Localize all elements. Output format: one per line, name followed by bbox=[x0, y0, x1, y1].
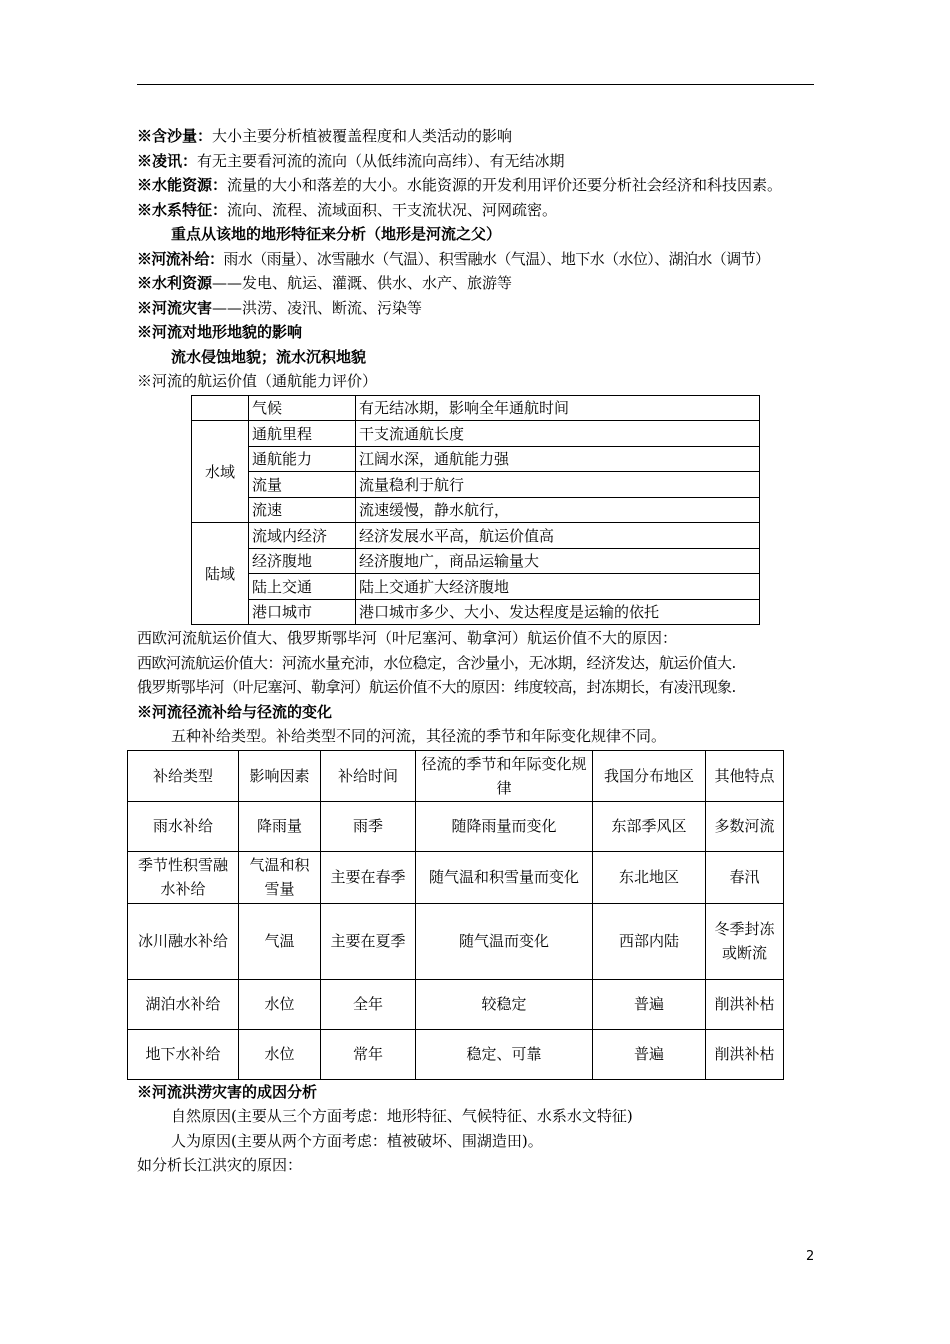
navigation-title: ※河流的航运价值（通航能力评价） bbox=[137, 372, 378, 390]
runoff-supply-table bbox=[127, 750, 784, 1080]
table-cell: 江阔水深，通航能力强 bbox=[356, 446, 760, 472]
table-row bbox=[192, 446, 760, 472]
document-body bbox=[137, 124, 814, 1178]
table-row bbox=[192, 421, 760, 447]
table-cell: 春汛 bbox=[706, 851, 784, 903]
table-cell: 季节性积雪融水补给 bbox=[128, 851, 239, 903]
table-cell: 水位 bbox=[239, 979, 321, 1029]
table-cell: 全年 bbox=[321, 979, 416, 1029]
table-cell: 削洪补枯 bbox=[706, 1029, 784, 1079]
table-cell: 气温 bbox=[239, 903, 321, 979]
table-cell: 随气温和积雪量而变化 bbox=[416, 851, 593, 903]
table-cell: 东部季风区 bbox=[593, 801, 706, 851]
table-cell: 主要在夏季 bbox=[321, 903, 416, 979]
table-cell: 通航能力 bbox=[249, 446, 356, 472]
table-cell: 气温和积雪量 bbox=[239, 851, 321, 903]
table-cell: 西部内陆 bbox=[593, 903, 706, 979]
reason-western-europe: 西欧河流航运价值大：河流水量充沛，水位稳定，含沙量小，无冰期，经济发达，航运价值大. bbox=[137, 653, 736, 672]
table-cell: 通航里程 bbox=[249, 421, 356, 447]
column-header: 补给时间 bbox=[321, 750, 416, 801]
table-row bbox=[128, 851, 784, 903]
flood-heading: ※河流洪涝灾害的成因分析 bbox=[137, 1082, 318, 1101]
table-cell: 干支流通航长度 bbox=[356, 421, 760, 447]
table-row bbox=[192, 548, 760, 574]
table-cell: 雨季 bbox=[321, 801, 416, 851]
table-header-row bbox=[128, 750, 784, 801]
reason-russia: 俄罗斯鄂毕河（叶尼塞河、勒拿河）航运价值不大的原因：纬度较高，封冻期长，有凌汛现象. bbox=[137, 678, 736, 696]
line-landform-impact: ※河流对地形地貌的影响 bbox=[137, 323, 303, 341]
table-cell: 地下水补给 bbox=[128, 1029, 239, 1079]
table-cell: 雨水补给 bbox=[128, 801, 239, 851]
supply-heading: ※河流径流补给与径流的变化 bbox=[137, 702, 333, 721]
table-cell: 陆上交通扩大经济腹地 bbox=[356, 574, 760, 600]
line-terrain-note: 重点从该地的地形特征来分析（地形是河流之父） bbox=[171, 225, 502, 243]
yangtze-flood-line: 如分析长江洪灾的原因： bbox=[137, 1156, 303, 1174]
table-cell: 主要在春季 bbox=[321, 851, 416, 903]
table-cell: 常年 bbox=[321, 1029, 416, 1079]
table-cell: 随降雨量而变化 bbox=[416, 801, 593, 851]
table-cell: 较稳定 bbox=[416, 979, 593, 1029]
table-cell: 削洪补枯 bbox=[706, 979, 784, 1029]
table-cell: 陆上交通 bbox=[249, 574, 356, 600]
line-river-disasters: ※河流灾害——洪涝、凌汛、断流、污染等 bbox=[137, 298, 423, 317]
table-cell: 多数河流 bbox=[706, 801, 784, 851]
line-ice-flood: ※凌讯：有无主要看河流的流向（从低纬流向高纬）、有无结冰期 bbox=[137, 151, 565, 170]
table-row bbox=[192, 574, 760, 600]
table-cell: 气候 bbox=[249, 395, 356, 421]
column-header: 影响因素 bbox=[239, 750, 321, 801]
table-cell: 有无结冰期，影响全年通航时间 bbox=[356, 395, 760, 421]
group-label: 水域 bbox=[192, 421, 249, 523]
table-cell: 普遍 bbox=[593, 979, 706, 1029]
table-cell: 流量稳利于航行 bbox=[356, 472, 760, 498]
line-water-resources: ※水利资源——发电、航运、灌溉、供水、水产、旅游等 bbox=[137, 274, 513, 292]
header-rule bbox=[137, 84, 814, 85]
table-cell: 水位 bbox=[239, 1029, 321, 1079]
flood-human-causes: 人为原因(主要从两个方面考虑：植被破坏、围湖造田)。 bbox=[171, 1131, 543, 1150]
table-row bbox=[128, 903, 784, 979]
flood-natural-causes: 自然原因(主要从三个方面考虑：地形特征、气候特征、水系水文特征) bbox=[171, 1107, 633, 1125]
page-number: 2 bbox=[806, 1249, 815, 1264]
table-cell: 随气温而变化 bbox=[416, 903, 593, 979]
line-river-supply: ※河流补给：雨水（雨量）、冰雪融水（气温）、积雪融水（气温）、地下水（水位）、湖泊水（调节） bbox=[137, 249, 770, 268]
line-hydropower: ※水能资源：流量的大小和落差的大小。水能资源的开发利用评价还要分析社会经济和科技因素。 bbox=[137, 176, 783, 194]
table-row bbox=[128, 979, 784, 1029]
table-cell: 港口城市多少、大小、发达程度是运输的依托 bbox=[356, 599, 760, 625]
table-cell: 冰川融水补给 bbox=[128, 903, 239, 979]
column-header: 径流的季节和年际变化规律 bbox=[416, 750, 593, 801]
table-cell: 稳定、可靠 bbox=[416, 1029, 593, 1079]
navigation-value-table bbox=[191, 395, 760, 626]
table-row bbox=[192, 497, 760, 523]
reason-question: 西欧河流航运价值大、俄罗斯鄂毕河（叶尼塞河、勒拿河）航运价值不大的原因： bbox=[137, 629, 678, 647]
table-cell: 流速 bbox=[249, 497, 356, 523]
table-cell: 降雨量 bbox=[239, 801, 321, 851]
group-label: 陆域 bbox=[192, 523, 249, 625]
table-row bbox=[192, 523, 760, 549]
table-cell: 经济腹地 bbox=[249, 548, 356, 574]
table-cell: 经济腹地广，商品运输量大 bbox=[356, 548, 760, 574]
column-header: 其他特点 bbox=[706, 750, 784, 801]
table-row bbox=[192, 472, 760, 498]
column-header: 我国分布地区 bbox=[593, 750, 706, 801]
table-cell: 普遍 bbox=[593, 1029, 706, 1079]
table-cell: 流域内经济 bbox=[249, 523, 356, 549]
table-cell: 冬季封冻或断流 bbox=[706, 903, 784, 979]
supply-intro: 五种补给类型。补给类型不同的河流，其径流的季节和年际变化规律不同。 bbox=[171, 727, 667, 745]
table-cell: 经济发展水平高，航运价值高 bbox=[356, 523, 760, 549]
table-row bbox=[192, 599, 760, 625]
table-cell: 流速缓慢，静水航行， bbox=[356, 497, 760, 523]
line-river-system: ※水系特征：流向、流程、流域面积、干支流状况、河网疏密。 bbox=[137, 200, 558, 219]
line-erosion-deposition: 流水侵蚀地貌；流水沉积地貌 bbox=[171, 347, 367, 366]
table-row bbox=[128, 1029, 784, 1079]
table-row bbox=[192, 395, 760, 421]
table-cell: 流量 bbox=[249, 472, 356, 498]
table-cell: 东北地区 bbox=[593, 851, 706, 903]
table-cell: 湖泊水补给 bbox=[128, 979, 239, 1029]
table-row bbox=[128, 801, 784, 851]
column-header: 补给类型 bbox=[128, 750, 239, 801]
table-cell: 港口城市 bbox=[249, 599, 356, 625]
line-sediment: ※含沙量：大小主要分析植被覆盖程度和人类活动的影响 bbox=[137, 127, 513, 145]
